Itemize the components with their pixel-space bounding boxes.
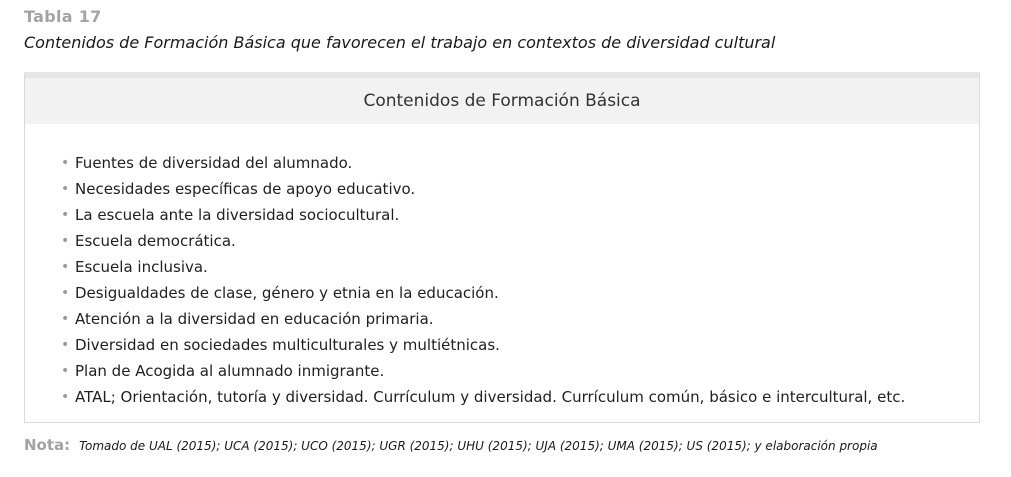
content-list: [61, 150, 905, 410]
note-text: Tomado de UAL (2015); UCA (2015); UCO (2015); UGR (2015); UHU (2015); UJA (2015); UMA (2015); US (2015); y elaboración propia: [79, 439, 878, 453]
list-item-text: Fuentes de diversidad del alumnado.: [75, 154, 353, 172]
list-item-text: Escuela inclusiva.: [75, 258, 208, 276]
bullet-icon: •: [61, 311, 70, 327]
list-item-text: Desigualdades de clase, género y etnia en la educación.: [75, 284, 499, 302]
list-item: [61, 228, 905, 254]
table-caption: Contenidos de Formación Básica que favorecen el trabajo en contextos de diversidad cultural: [24, 33, 776, 52]
content-table: [24, 72, 980, 423]
bullet-icon: •: [61, 207, 70, 223]
list-item: [61, 384, 905, 410]
list-item: [61, 358, 905, 384]
list-item: [61, 202, 905, 228]
bullet-icon: •: [61, 155, 70, 171]
table-number-label: Tabla 17: [24, 7, 102, 26]
list-item-text: Plan de Acogida al alumnado inmigrante.: [75, 362, 385, 380]
list-item: [61, 332, 905, 358]
note-label: Nota:: [24, 436, 71, 454]
bullet-icon: •: [61, 285, 70, 301]
list-item-text: ATAL; Orientación, tutoría y diversidad. Currículum y diversidad. Currículum común, básico e intercultural, etc.: [75, 388, 906, 406]
table-header: Contenidos de Formación Básica: [25, 78, 979, 124]
bullet-icon: •: [61, 363, 70, 379]
bullet-icon: •: [61, 389, 70, 405]
list-item-text: Diversidad en sociedades multiculturales y multiétnicas.: [75, 336, 500, 354]
bullet-icon: •: [61, 233, 70, 249]
bullet-icon: •: [61, 181, 70, 197]
table-note: [24, 436, 878, 454]
bullet-icon: •: [61, 337, 70, 353]
list-item-text: La escuela ante la diversidad sociocultural.: [75, 206, 400, 224]
list-item-text: Escuela democrática.: [75, 232, 236, 250]
list-item: [61, 176, 905, 202]
list-item: [61, 150, 905, 176]
bullet-icon: •: [61, 259, 70, 275]
list-item: [61, 306, 905, 332]
list-item: [61, 254, 905, 280]
list-item: [61, 280, 905, 306]
list-item-text: Necesidades específicas de apoyo educativo.: [75, 180, 416, 198]
list-item-text: Atención a la diversidad en educación primaria.: [75, 310, 434, 328]
